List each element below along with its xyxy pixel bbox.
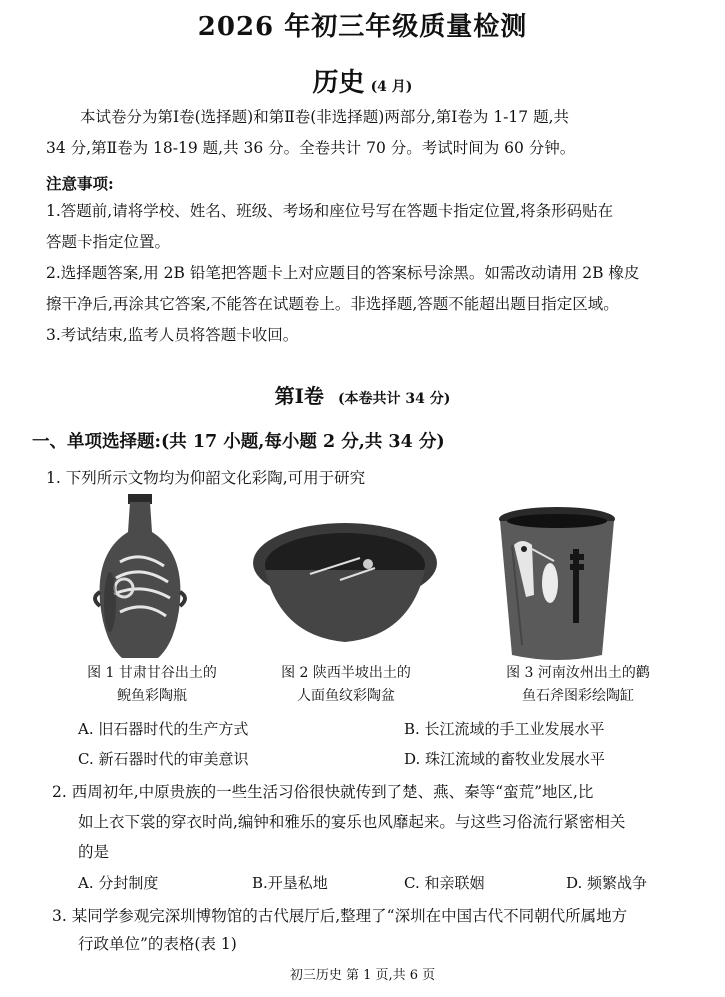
q2-option-b: B.开垦私地 <box>252 874 328 892</box>
q1-option-c: C. 新石器时代的审美意识 <box>78 750 249 768</box>
subject-line <box>0 62 725 99</box>
note-2-line-1: 2.选择题答案,用 2B 铅笔把答题卡上对应题目的答案标号涂黑。如需改动请用 2B 橡皮 <box>46 264 640 282</box>
note-2-line-2: 擦干净后,再涂其它答案,不能答在试题卷上。非选择题,答题不能超出题目指定区域。 <box>46 295 619 313</box>
note-3: 3.考试结束,监考人员将答题卡收回。 <box>46 326 299 344</box>
exam-month: (4 月) <box>370 79 413 95</box>
figure-1-caption-line-1: 图 1 甘肃甘谷出土的 <box>87 665 217 681</box>
figure-2-caption-line-2: 人面鱼纹彩陶盆 <box>297 688 395 704</box>
q2-option-a: A. 分封制度 <box>78 874 159 892</box>
figure-2-basin-image <box>250 518 440 648</box>
section-note: (本卷共计 34 分) <box>337 391 451 407</box>
q2-option-d: D. 频繁战争 <box>566 874 648 892</box>
figure-1-caption <box>62 662 242 708</box>
figure-2-caption-line-1: 图 2 陕西半坡出土的 <box>281 665 411 681</box>
question-group-heading: 一、单项选择题:(共 17 小题,每小题 2 分,共 34 分) <box>32 432 445 452</box>
notes-title: 注意事项: <box>46 174 114 193</box>
exam-title: 2026 年初三年级质量检测 <box>197 12 528 42</box>
q1-stem: 1. 下列所示文物均为仰韶文化彩陶,可用于研究 <box>46 469 366 487</box>
q2-line-2: 如上衣下裳的穿衣时尚,编钟和雅乐的宴乐也风靡起来。与这些习俗流行紧密相关 <box>78 813 626 831</box>
figure-3-jar-image <box>492 505 622 665</box>
figure-3-caption-line-2: 鱼石斧图彩绘陶缸 <box>522 688 634 704</box>
figure-1-caption-line-2: 鲵鱼彩陶瓶 <box>117 688 187 704</box>
q1-option-b: B. 长江流域的手工业发展水平 <box>404 720 605 738</box>
intro-line-2: 34 分,第Ⅱ卷为 18-19 题,共 36 分。全卷共计 70 分。考试时间为 60 分钟。 <box>46 139 576 157</box>
figure-3-caption <box>478 662 678 708</box>
q2-option-c: C. 和亲联姻 <box>404 874 485 892</box>
figure-1-bottle-image <box>80 492 200 662</box>
q3-line-2: 行政单位”的表格(表 1) <box>78 935 237 953</box>
figure-3-caption-line-1: 图 3 河南汝州出土的鹳 <box>506 665 650 681</box>
note-1-line-1: 1.答题前,请将学校、姓名、班级、考场和座位号写在答题卡指定位置,将条形码贴在 <box>46 202 614 220</box>
figure-2-caption <box>256 662 436 708</box>
note-1-line-2: 答题卡指定位置。 <box>46 233 171 251</box>
section-title: 第Ⅰ卷 <box>274 384 324 408</box>
subject-title: 历史 <box>312 68 365 98</box>
q3-line-1: 3. 某同学参观完深圳博物馆的古代展厅后,整理了“深圳在中国古代不同朝代所属地方 <box>52 907 628 925</box>
intro-line-1: 本试卷分为第Ⅰ卷(选择题)和第Ⅱ卷(非选择题)两部分,第Ⅰ卷为 1-17 题,共 <box>80 108 570 126</box>
q1-option-a: A. 旧石器时代的生产方式 <box>78 720 249 738</box>
q2-line-3: 的是 <box>78 843 110 861</box>
section-header <box>0 380 725 409</box>
q2-line-1: 2. 西周初年,中原贵族的一些生活习俗很快就传到了楚、燕、秦等“蛮荒”地区,比 <box>52 783 594 801</box>
page-footer: 初三历史 第 1 页,共 6 页 <box>289 968 436 983</box>
q1-option-d: D. 珠江流域的畜牧业发展水平 <box>404 750 606 768</box>
